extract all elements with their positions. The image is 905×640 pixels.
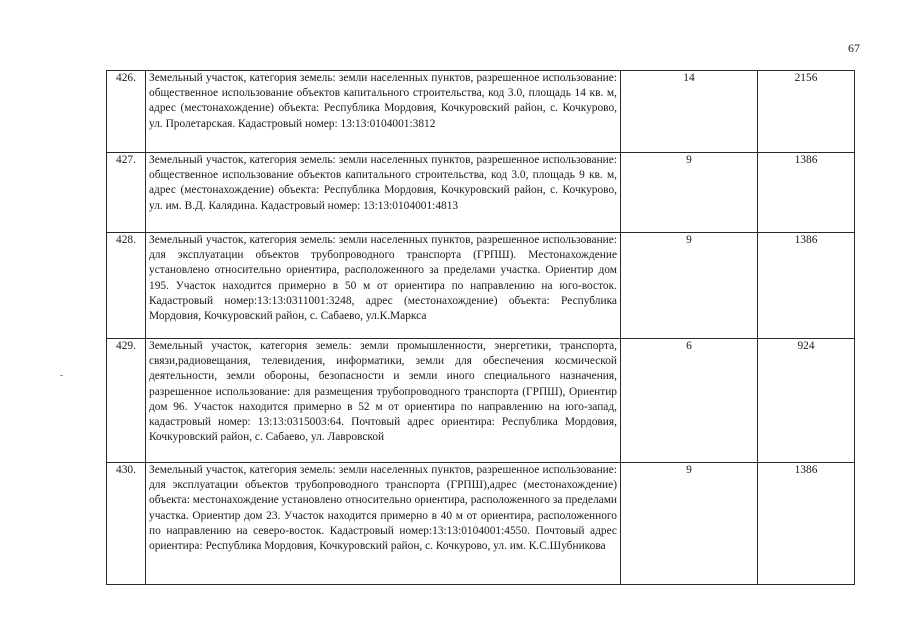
plot-area: 14 [621,71,758,153]
plot-price: 1386 [758,463,855,585]
plot-description: Земельный участок, категория земель: земли промышленности, энергетики, транспорта, связи,радиовещания, телевидения, информатики, земли для обеспечения космической деятельности, земли обороны, безопасности и земли иного специального назначения, разрешенное использование: для размещения трубопроводного транспорта (ГРПШ), Ориентир дом 96. Участок находится примерно в 52 м от ориентира по направлению на юго-запад, кадастровый номер: 13:13:0315003:64. Почтовый адрес ориентира: Республика Мордовия, Кочкуровский район, с. Сабаево, ул. Лавровской [146,339,621,463]
land-plots-table [106,70,855,585]
plot-description: Земельный участок, категория земель: земли населенных пунктов, разрешенное использование: для эксплуатации объектов трубопроводного транспорта (ГРПШ). Местонахождение установлено относительно ориентира, расположенного за пределами участка. Ориентир дом 195. Участок находится примерно в 50 м от ориентира по направлению на юго-восток. Кадастровый номер:13:13:0311001:3248, адрес (местонахождение) объекта: Республика Мордовия, Кочкуровский район, с. Сабаево, ул.К.Маркса [146,233,621,339]
row-number: 426. [107,71,146,153]
row-number: 429. [107,339,146,463]
scan-speck [60,375,63,376]
page-number: 67 [848,41,860,55]
plot-description: Земельный участок, категория земель: земли населенных пунктов, разрешенное использование: общественное использование объектов капитального строительства, код 3.0, площадь 9 кв. м, адрес (местонахождение) объекта: Республика Мордовия, Кочкуровский район, с. Кочкурово, ул. им. В.Д. Калядина. Кадастровый номер: 13:13:0104001:4813 [146,153,621,233]
table-row [107,153,855,233]
table-row [107,233,855,339]
plot-price: 1386 [758,153,855,233]
row-number: 427. [107,153,146,233]
plot-description: Земельный участок, категория земель: земли населенных пунктов, разрешенное использование: общественное использование объектов капитального строительства, код 3.0, площадь 14 кв. м, адрес (местонахождение) объекта: Республика Мордовия, Кочкуровский район, с. Кочкурово, ул. Пролетарская. Кадастровый номер: 13:13:0104001:3812 [146,71,621,153]
table-row [107,463,855,585]
plot-description: Земельный участок, категория земель: земли населенных пунктов, разрешенное использование: для эксплуатации объектов трубопроводного транспорта (ГРПШ),адрес (местонахождение) объекта: местонахождение установлено относительно ориентира, расположенного за пределами участка. Ориентир дом 23. Участок находится примерно в 40 м от ориентира, расположенного по направлению на северо-восток. Кадастровый номер:13:13:0104001:4550. Почтовый адрес ориентира: Республика Мордовия, Кочкуровский район, с. Кочкурово, ул. им. К.С.Шубникова [146,463,621,585]
plot-area: 9 [621,463,758,585]
plot-price: 2156 [758,71,855,153]
table-row [107,71,855,153]
plot-area: 9 [621,233,758,339]
row-number: 430. [107,463,146,585]
row-number: 428. [107,233,146,339]
table-row [107,339,855,463]
plot-area: 9 [621,153,758,233]
plot-area: 6 [621,339,758,463]
plot-price: 1386 [758,233,855,339]
plot-price: 924 [758,339,855,463]
